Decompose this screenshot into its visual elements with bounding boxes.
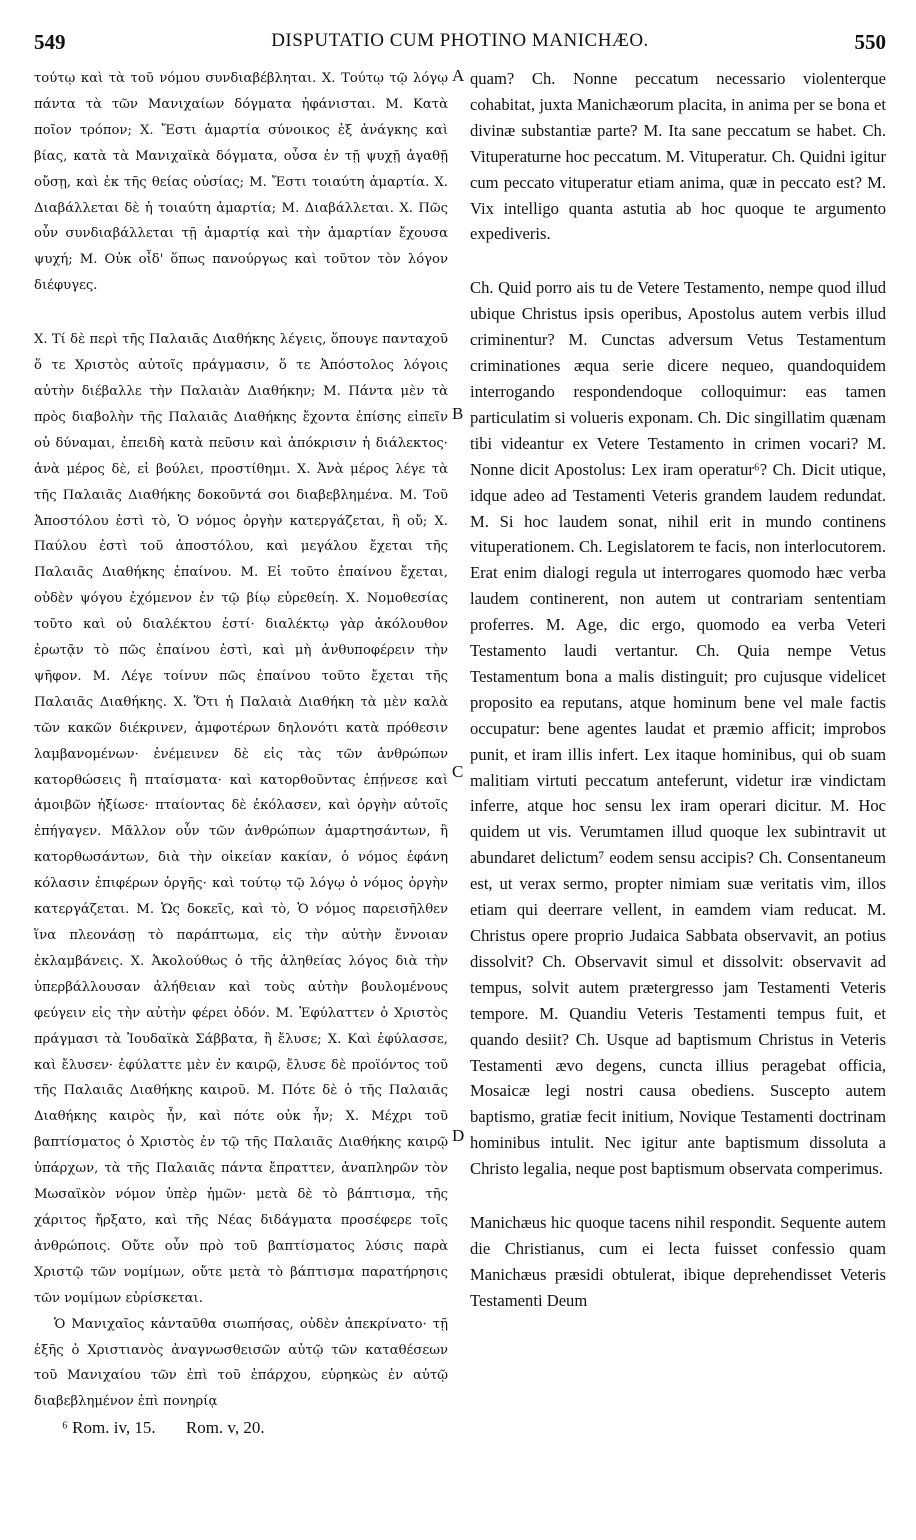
greek-column [34,66,448,1415]
footnotes [62,1418,265,1438]
margin-marker-d: D [452,1126,465,1145]
footnote-7: Rom. v, 20. [185,1418,265,1437]
latin-paragraph-2: Ch. Quid porro ais tu de Vetere Testamento, nempe quod illud ubique Christus ipsis operibus, Apostolus autem verbis illud criminentur? M. Cunctas adversum Vetus Testamentum criminationes æqua serie dicere nequeo, quandoquidem interrogando respondendoque colloquimur: eas tamen particulatim si volueris exponam. Ch. Dic singillatim quænam tibi videantur ex Vetere Testamento in crimen vocari? M. Nonne dicit Apostolus: Lex iram operatur⁶? Ch. Dicit utique, idque adeo ad Testamenti Veteris grandem laudem redundat. M. Si hoc laudem sonat, nihil erit in mundo continens vituperationem. Ch. Legislatorem te facis, non interlocutorem. Erat enim dialogi regula ut interrogares quomodo hæc verba laudem continerent, non autem ut contrariam sententiam proferres. M. Age, dic ergo, quomodo ea verba Veteri Testamento laudi vertantur. Ch. Quia nempe Vetus Testamentum bona a malis distinguit; pro cujusque videlicet proposito ea reputans, atque hominum bene vel male factis occupatur: bene agentes laudat et præmio afficit; improbos punit, et iram illis infert. Lex itaque hominibus, qui ob suam malitiam virtuti peccatum anteferunt, videtur iræ vindictam inferre, atque hoc sensu lex iram operari dicitur. M. Hoc quidem ut vis. Verumtamen illud quoque lex subintravit ut abundaret delictum⁷ eodem sensu accipis? Ch. Consentaneum est, ut verax sermo, propter nimiam suæ veritatis vim, illos etiam qui deerrare vellent, in eamdem viam reducat. M. Christus opere proprio Judaica Sabbata observavit, an potius dissolvit? Ch. Observavit simul et dissolvit: observavit ad tempus, solvit autem prætergresso jam Testamenti Veteris tempore. M. Quandiu Veteris Testamenti tempus fuit, et quando desiit? Ch. Usque ad baptismum Christus in Veteris Testamenti ævo degens, cuncta illius peragebat officia, Mosaicæ legi nostri causa obediens. Suscepto autem baptismo, gratiæ fecit initium, Novique Testamenti doctrinam hominibus intulit. Nec igitur ante baptismum dissoluta a Christo legalia, neque post baptismum observata comperimus. [470,278,886,1179]
footnote-6: ⁶ Rom. iv, 15. [62,1418,156,1437]
latin-paragraph-1: quam? Ch. Nonne peccatum necessario violenterque cohabitat, juxta Manichæorum placita, in anima per se bona et divinæ substantiæ parte? M. Ita sane peccatum se habet. Ch. Vituperaturne hoc peccatum. M. Vituperatur. Ch. Quidni igitur cum peccato vituperatur etiam anima, quæ in peccato est? M. Vix intelligo quanta astutia ab hoc quoque te argumento expediveris. [470,69,886,244]
latin-paragraph-3: Manichæus hic quoque tacens nihil respondit. Sequente autem die Christianus, cum ei lecta fuisset confessio quam Manichæus præsidi obtulerat, ibique deprehendisset Veteris Testamenti Deum [470,1213,886,1310]
latin-column [470,66,886,1314]
running-title: DISPUTATIO CUM PHOTINO MANICHÆO. [271,30,649,51]
margin-marker-c: C [452,762,464,781]
margin-marker-b: B [452,404,464,423]
greek-paragraph-3: Ὁ Μανιχαῖος κἀνταῦθα σιωπήσας, οὐδὲν ἀπεκρίνατο· τῇ ἑξῆς ὁ Χριστιανὸς ἀναγνωσθεισῶν αὐτῷ τῶν καταθέσεων τοῦ Μανιχαίου τῶν ἐπὶ τοῦ ἐπάρχου, εὑρηκὼς ἐν αὐτῷ διαβεβλημένον ἐπὶ πονηρίᾳ [34,1316,448,1410]
margin-marker-a: A [452,66,465,85]
page-header [34,30,886,58]
page-number-left: 549 [34,30,66,54]
greek-paragraph-2: Χ. Τί δὲ περὶ τῆς Παλαιᾶς Διαθήκης λέγεις, ὅπουγε πανταχοῦ ὅ τε Χριστὸς αὐτοῖς πράγμασιν, ὅ τε Ἀπόστολος λόγοις αὐτὴν διέβαλλε τὴν Παλαιὰν Διαθήκην; Μ. Πάντα μὲν τὰ πρὸς διαβολὴν τῆς Παλαιᾶς Διαθήκης ἔχοντα ἐπίσης εἰπεῖν οὐ δύναμαι, ἐπειδὴ κατὰ πεῦσιν καὶ ἀπόκρισιν ἡ διάλεκτος· ἀνὰ μέρος δὲ, εἰ βούλει, προστίθημι. Χ. Ἀνὰ μέρος λέγε τὰ τῆς Παλαιᾶς Διαθήκης δοκοῦντά σοι διαβεβλημένα. Μ. Τοῦ Ἀποστόλου ἐστὶ τὸ, Ὁ νόμος ὀργὴν κατεργάζεται, ἢ οὔ; Χ. Παύλου ἐστὶ τοῦ ἀποστόλου, καὶ μεγάλου ἔχεται τῆς Παλαιᾶς Διαθήκης ἐπαίνου. Μ. Εἰ τοῦτο ἐπαίνου ἔχεται, οὐδὲν ψόγου ἐχόμενον ἐν τῷ βίῳ εὑρεθείη. Χ. Νομοθεσίας τοῦτο καὶ οὐ διαλέκτου ἐστί· διαλέκτῳ γὰρ ἀκόλουθον ἐρωτᾷν τὸ πῶς ἐπαίνου ἐστὶ, καὶ μὴ ἀνθυποφέρειν τὴν ψῆφον. Μ. Λέγε τοίνυν πῶς ἐπαίνου τοῦτο ἔχεται τῆς Παλαιᾶς Διαθήκης. Χ. Ὅτι ἡ Παλαιὰ Διαθήκη τὰ μὲν καλὰ τῶν κακῶν διέκρινεν, ἀμφοτέρων δηλονότι κατὰ πρόθεσιν λαμβανομένων· ἐνέμεινεν δὲ εἰς τὰς τῶν ἀνθρώπων κατορθώσεις ἢ πταίσματα· καὶ κατορθοῦντας ἐπῄνεσε καὶ ἀμοιβῶν ἠξίωσε· πταίοντας δὲ ἐκόλασεν, καὶ ὀργὴν αὐτοῖς ἐπήγαγεν. Μᾶλλον οὖν τῶν ἀνθρώπων ἁμαρτησάντων, ἢ κατορθωσάντων, διὰ τὴν οἰκείαν κακίαν, ὁ νόμος ἐφάνη κόλασιν ἐπιφέρων ὀργῆς· καὶ τούτῳ τῷ λόγῳ ὁ νόμος ὀργὴν κατεργάζεται. Μ. Ὡς δοκεῖς, καὶ τὸ, Ὁ νόμος παρεισῆλθεν ἵνα πλεονάσῃ τὸ παράπτωμα, εἰς τὴν αὐτὴν ἔννοιαν ἐκλαμβάνεις. Χ. Ἀκολούθως ὁ τῆς ἀληθείας λόγος διὰ τὴν ὑπερβάλλουσαν ἀλήθειαν καὶ τοὺς αὐτὴν βουλομένους φεύγειν εἰς τὴν αὐτὴν φέρει ὁδόν. Μ. Ἐφύλαττεν ὁ Χριστὸς πράγμασι τὰ Ἰουδαϊκὰ Σάββατα, ἢ ἔλυσε; Χ. Καὶ ἐφύλασσε, καὶ ἔλυσεν· ἐφύλαττε μὲν ἐν καιρῷ, ἔλυσε δὲ προϊόντος τοῦ τῆς Παλαιᾶς Διαθήκης καιροῦ. Μ. Πότε δὲ ὁ τῆς Παλαιᾶς Διαθήκης καιρὸς ἦν, καὶ πότε οὐκ ἦν; Χ. Μέχρι τοῦ βαπτίσματος ὁ Χριστὸς ἐν τῷ τῆς Παλαιᾶς Διαθήκης καιρῷ ὑπάρχων, τὰ τῆς Παλαιᾶς πάντα ἔπραττεν, ἀναπληρῶν τὸν Μωσαϊκὸν νόμον ὑπὲρ ἡμῶν· μετὰ δὲ τὸ βάπτισμα, τῆς χάριτος ἤρξατο, καὶ τῆς Νέας διδάγματα προσέφερε τοῖς ἀνθρώποις. Οὔτε οὖν πρὸ τοῦ βαπτίσματος λύσις παρὰ Χριστῷ τῶν νομίμων, οὔτε μετὰ τὸ βάπτισμα παρατήρησις τῶν νομίμων εὑρίσκεται. [34,332,448,1306]
greek-paragraph-1: τούτῳ καὶ τὰ τοῦ νόμου συνδιαβέβληται. Χ. Τούτῳ τῷ λόγῳ πάντα τὰ τῶν Μανιχαίων δόγματα ἠφάνισται. Μ. Κατὰ ποῖον τρόπον; Χ. Ἔστι ἁμαρτία σύνοικος ἐξ ἀνάγκης καὶ βίας, κατὰ τὰ Μανιχαϊκὰ δόγματα, οὖσα ἐν τῇ ψυχῇ ἀγαθῇ οὔσῃ, καὶ ἐκ τῆς θείας οὐσίας; Μ. Ἔστι τοιαύτη ἁμαρτία. Χ. Διαβάλλεται δὲ ἡ τοιαύτη ἁμαρτία; Μ. Διαβάλλεται. Χ. Πῶς οὖν συνδιαβάλλεται τῇ ἁμαρτίᾳ καὶ τὴν ἁμαρτίαν ἔχουσα ψυχή; Μ. Οὐκ οἶδ' ὅπως πανούργως καὶ τοῦτον τὸν λόγον διέφυγες. [34,71,448,294]
page-number-right: 550 [854,30,886,54]
